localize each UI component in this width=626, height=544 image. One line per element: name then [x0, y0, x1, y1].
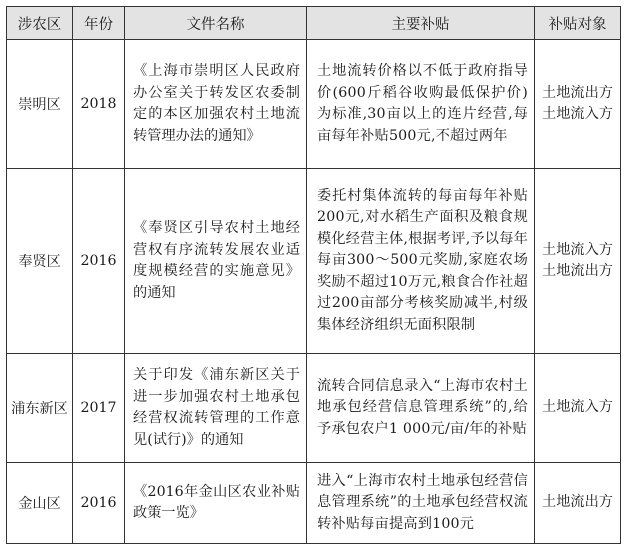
year-cell: 2016: [73, 169, 125, 354]
subsidy-cell: 土地流转价格以不低于政府指导价(600斤稻谷收购最低保护价)为标准,30亩以上的连片经营,每亩每年补贴500元,不超过两年: [307, 40, 535, 169]
document-cell: 关于印发《浦东新区关于进一步加强农村土地承包经营权流转管理的工作意见(试行)》的通知: [125, 354, 307, 463]
subsidy-cell: 委托村集体流转的每亩每年补贴200元,对水稻生产面积及粮食规模化经营主体,根据考评,予以每年每亩300～500元奖励,家庭农场奖励不超过10万元,粮食合作社超过200亩部分考核奖励减半,村级集体经济组织无面积限制: [307, 169, 535, 354]
table-row: [7, 463, 621, 544]
header-document: 文件名称: [125, 7, 307, 40]
document-cell: 《奉贤区引导农村土地经营权有序流转发展农业适度规模经营的实施意见》的通知: [125, 169, 307, 354]
table-row: [7, 40, 621, 169]
district-cell: 崇明区: [7, 40, 73, 169]
header-district: 涉农区: [7, 7, 73, 40]
header-target: 补贴对象: [535, 7, 621, 40]
year-cell: 2017: [73, 354, 125, 463]
document-cell: 《上海市崇明区人民政府办公室关于转发区农委制定的本区加强农村土地流转管理办法的通知》: [125, 40, 307, 169]
table-row: [7, 354, 621, 463]
target-item: 土地流入方: [542, 241, 613, 258]
table-row: [7, 169, 621, 354]
subsidy-policy-table: [6, 6, 621, 544]
district-cell: 浦东新区: [7, 354, 73, 463]
target-cell: [535, 169, 621, 354]
table-header-row: [7, 7, 621, 40]
subsidy-cell: 流转合同信息录入“上海市农村土地承包经营信息管理系统”的,给予承包农户1 000元/亩/年的补贴: [307, 354, 535, 463]
target-item: 土地流出方: [542, 84, 613, 101]
target-item: 土地流入方: [542, 399, 613, 416]
target-cell: [535, 354, 621, 463]
target-item: 土地流出方: [542, 263, 613, 279]
header-subsidy: 主要补贴: [307, 7, 535, 40]
district-cell: 奉贤区: [7, 169, 73, 354]
target-cell: [535, 40, 621, 169]
target-item: 土地流出方: [542, 494, 613, 511]
year-cell: 2018: [73, 40, 125, 169]
header-year: 年份: [73, 7, 125, 40]
document-cell: 《2016年金山区农业补贴政策一览》: [125, 463, 307, 544]
subsidy-cell: 进入“上海市农村土地承包经营信息管理系统”的土地承包经营权流转补贴每亩提高到100元: [307, 463, 535, 544]
district-cell: 金山区: [7, 463, 73, 544]
target-cell: [535, 463, 621, 544]
target-item: 土地流入方: [542, 106, 613, 122]
year-cell: 2016: [73, 463, 125, 544]
